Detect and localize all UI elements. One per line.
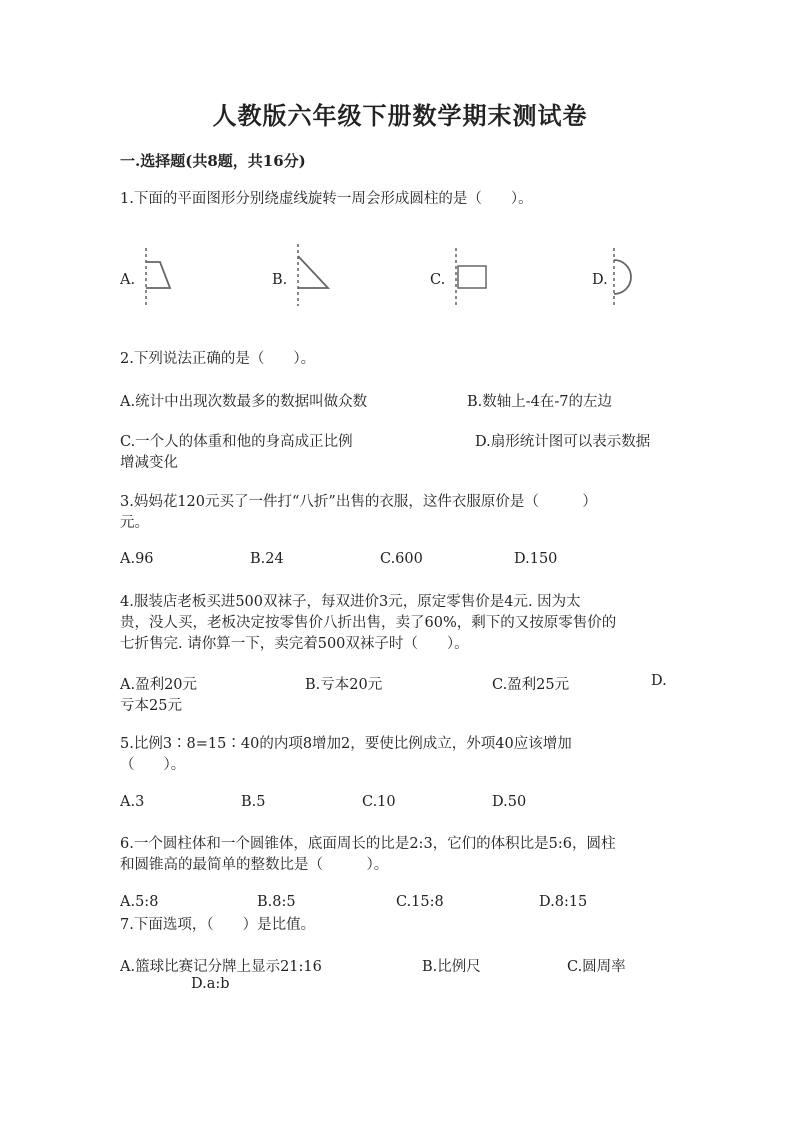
q1-figure-a-trapezoid <box>136 246 180 308</box>
question-7-option-c: C.圆周率 <box>567 959 626 975</box>
question-3-option-b: B.24 <box>250 551 284 567</box>
question-5-option-d: D.50 <box>492 794 527 810</box>
section-heading: 一.选择题(共8题，共16分) <box>120 152 306 170</box>
question-5-option-b: B.5 <box>241 794 266 810</box>
question-3-text-line-2: 元。 <box>120 515 149 531</box>
question-7-option-b: B.比例尺 <box>422 959 481 975</box>
question-1-text: 1.下面的平面图形分别绕虚线旋转一周会形成圆柱的是（ ）。 <box>120 191 533 207</box>
question-4-option-d-continued: 亏本25元 <box>120 698 182 714</box>
q1-figure-c-rectangle <box>448 246 492 308</box>
page-title: 人教版六年级下册数学期末测试卷 <box>212 101 588 130</box>
q1-figure-b-triangle <box>290 242 334 308</box>
question-2-option-d: D.扇形统计图可以表示数据 <box>475 434 651 450</box>
question-4-option-b: B.亏本20元 <box>305 677 383 693</box>
question-6-option-a: A.5:8 <box>120 894 159 910</box>
question-2-option-b: B.数轴上-4在-7的左边 <box>467 394 613 410</box>
question-4-text-line-1: 4.服装店老板买进500双袜子，每双进价3元，原定零售价是4元. 因为太 <box>120 594 581 610</box>
question-6-text-line-1: 6.一个圆柱体和一个圆锥体，底面周长的比是2:3，它们的体积比是5:6，圆柱 <box>120 836 616 852</box>
question-4-text-line-2: 贵，没人买，老板决定按零售价八折出售，卖了60%，剩下的又按原零售价的 <box>120 615 617 631</box>
q1-figure-d-semicircle <box>604 246 640 308</box>
question-4-option-c: C.盈利25元 <box>492 677 570 693</box>
question-5-text-line-1: 5.比例3∶8=15∶40的内项8增加2，要使比例成立，外项40应该增加 <box>120 736 572 752</box>
question-3-text-line-1: 3.妈妈花120元买了一件打“八折”出售的衣服，这件衣服原价是（ ） <box>120 494 597 510</box>
question-6-text-line-2: 和圆锥高的最简单的整数比是（ ）。 <box>120 857 389 873</box>
question-3-option-c: C.600 <box>380 551 423 567</box>
question-3-option-a: A.96 <box>120 551 154 567</box>
question-4-option-d: D. <box>651 673 667 689</box>
question-1-option-a: A. <box>120 272 136 288</box>
question-6-option-d: D.8:15 <box>539 894 588 910</box>
question-5-text-line-2: （ ）。 <box>120 757 186 773</box>
question-7-option-d: D.a:b <box>191 976 230 992</box>
question-5-option-c: C.10 <box>362 794 396 810</box>
question-6-option-b: B.8:5 <box>257 894 296 910</box>
question-1-option-d: D. <box>592 272 608 288</box>
question-2-text: 2.下列说法正确的是（ ）。 <box>120 351 316 367</box>
question-7-text: 7.下面选项，（ ）是比值。 <box>120 917 316 933</box>
question-1-option-b: B. <box>272 272 288 288</box>
question-4-option-a: A.盈利20元 <box>120 677 198 693</box>
question-6-option-c: C.15:8 <box>396 894 444 910</box>
question-1-option-c: C. <box>430 272 446 288</box>
question-2-option-d-continued: 增减变化 <box>120 455 178 471</box>
question-5-option-a: A.3 <box>120 794 145 810</box>
question-2-option-c: C.一个人的体重和他的身高成正比例 <box>120 434 353 450</box>
question-2-option-a: A.统计中出现次数最多的数据叫做众数 <box>120 394 368 410</box>
question-3-option-d: D.150 <box>514 551 558 567</box>
question-4-text-line-3: 七折售完. 请你算一下，卖完着500双袜子时（ ）。 <box>120 636 469 652</box>
question-7-option-a: A.篮球比赛记分牌上显示21:16 <box>120 959 322 975</box>
